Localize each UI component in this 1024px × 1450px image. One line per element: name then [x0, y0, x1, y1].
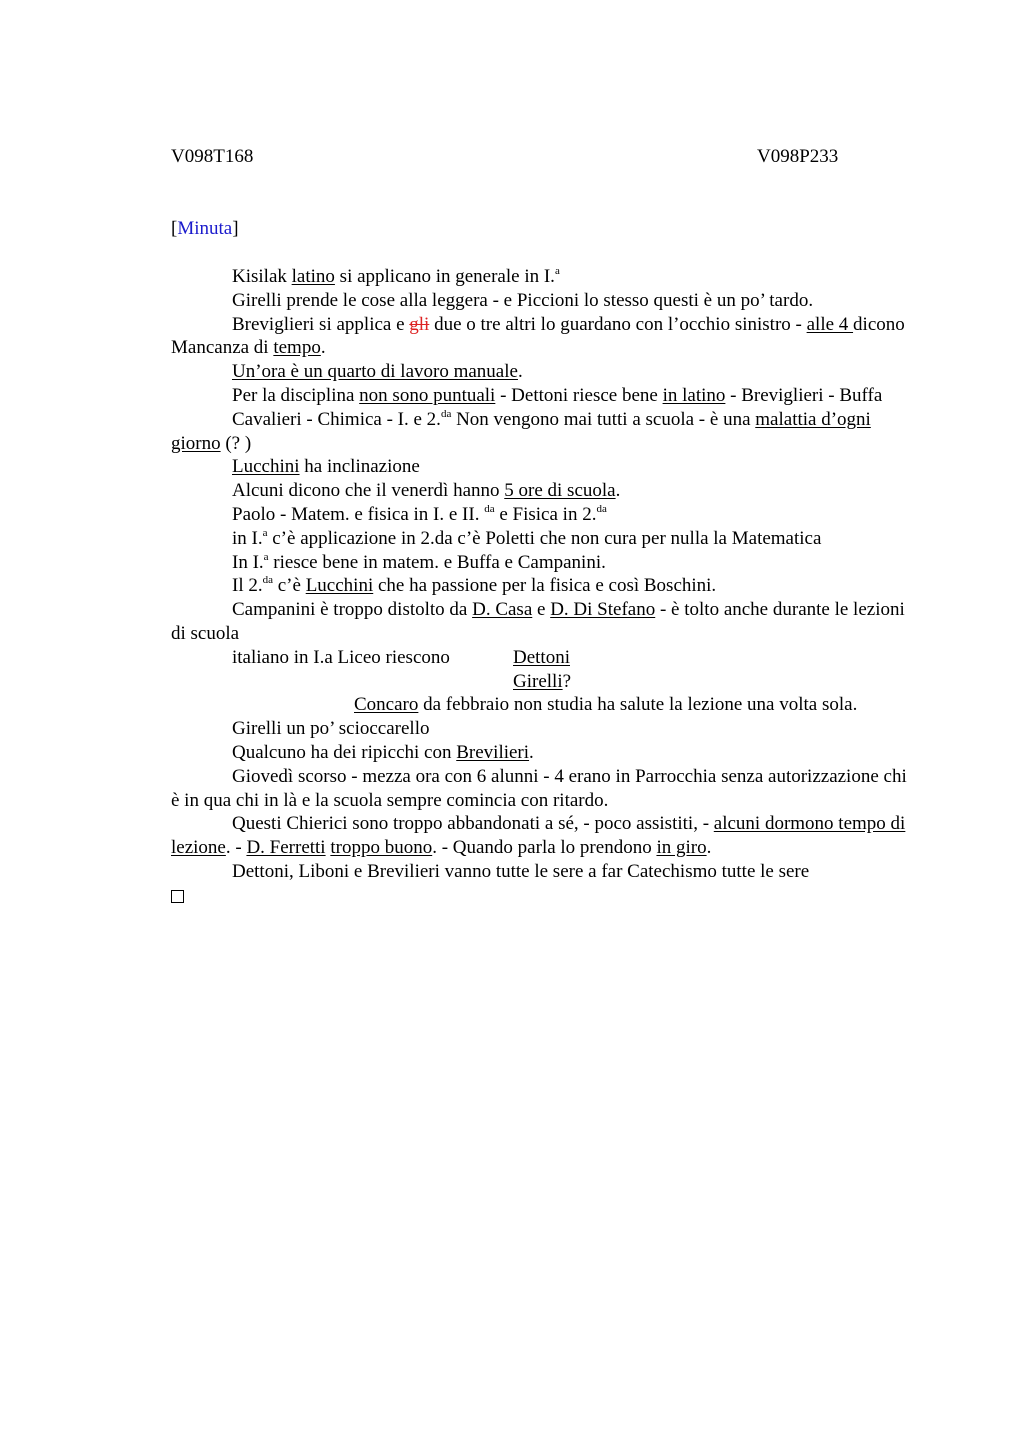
- line-8: Alcuni dicono che il venerdì hanno 5 ore di scuola.: [232, 480, 621, 502]
- letter-body: [171, 265, 911, 910]
- line-16: Concaro da febbraio non studia ha salute la lezione una volta sola.: [354, 694, 858, 716]
- line-7: Lucchini ha inclinazione: [232, 456, 420, 478]
- line-3: Breviglieri si applica e gli due o tre altri lo guardano con l’occhio sinistro - alle 4 dicono Mancanza di tempo.: [171, 313, 905, 359]
- line-14: italiano in I.a Liceo riescono Dettoni: [232, 646, 570, 668]
- line-4: Un’ora è un quarto di lavoro manuale.: [232, 361, 523, 383]
- minuta-label: Minuta: [177, 218, 233, 239]
- document-code-right: V098P233: [757, 146, 839, 167]
- line-11: In I.$^a$ riesce bene in matem. e Buffa e Campanini.: [232, 550, 606, 573]
- line-18: Qualcuno ha dei ripicchi con Brevilieri.: [232, 741, 534, 763]
- document-code-left: V098T168: [171, 146, 254, 167]
- line-17: Girelli un po’ scioccarello: [232, 718, 430, 740]
- line-19: Giovedì scorso - mezza ora con 6 alunni - 4 erano in Parrocchia senza autorizzazione chi è in qua chi in là e la scuola sempre comincia con ritardo.: [171, 765, 907, 811]
- line-6: Cavalieri - Chimica - I. e 2.$^{da}$ Non vengono mai tutti a scuola - è una malattia d’ogni giorno (? ): [171, 407, 871, 454]
- line-15: Girelli?: [513, 670, 572, 692]
- line-12: Il 2.$^{da}$ c’è Lucchini che ha passione per la fisica e così Boschini.: [232, 574, 717, 597]
- deleted-word: gli: [409, 313, 430, 335]
- line-10: in I.$^a$ c’è applicazione in 2.da c’è Poletti che non cura per nulla la Matematica: [232, 526, 822, 549]
- line-2: Girelli prende le cose alla leggera - e Piccioni lo stesso questi è un po’ tardo.: [232, 289, 814, 311]
- line-20: Questi Chierici sono troppo abbandonati a sé, - poco assistiti, - alcuni dormono tempo di lezione. - D. Ferretti troppo buono. - Quando parla lo prendono in giro.: [171, 813, 906, 859]
- line-21: Dettoni, Liboni e Brevilieri vanno tutte le sere a far Catechismo tutte le sere: [232, 860, 810, 882]
- line-13: Campanini è troppo distolto da D. Casa e D. Di Stefano - è tolto anche durante le lezioni di scuola: [171, 599, 905, 644]
- line-9: Paolo - Matem. e fisica in I. e II. $^{da}$ e Fisica in 2.$^{da}$: [232, 502, 607, 525]
- line-5: Per la disciplina non sono puntuali - Dettoni riesce bene in latino - Breviglieri - Buffa: [232, 384, 883, 406]
- line-1: Kisilak latino si applicano in generale in I.$^a$: [232, 265, 560, 287]
- minuta-heading: [Minuta]: [171, 218, 239, 239]
- end-box-icon: [171, 884, 911, 910]
